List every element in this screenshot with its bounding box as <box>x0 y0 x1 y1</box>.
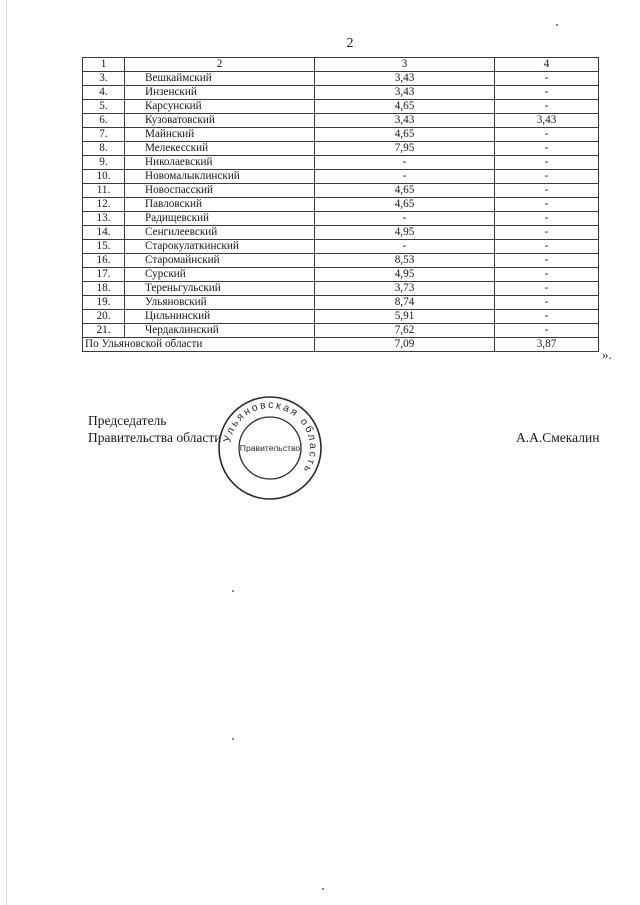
table-row <box>83 296 599 310</box>
table-total-row <box>83 338 599 352</box>
district-name-cell: Чердаклинский <box>125 324 315 338</box>
table-row <box>83 170 599 184</box>
closing-quote-mark: ». <box>602 347 612 362</box>
table-row <box>83 198 599 212</box>
value-column-4-cell: - <box>495 268 599 282</box>
row-number-cell: 11. <box>83 184 125 198</box>
table-row <box>83 86 599 100</box>
value-column-4-cell: - <box>495 170 599 184</box>
page-number: 2 <box>346 36 354 51</box>
district-name-cell: Новоспасский <box>125 184 315 198</box>
row-number-cell: 4. <box>83 86 125 100</box>
table-row <box>83 212 599 226</box>
scan-speck <box>232 738 234 740</box>
value-column-4-cell: - <box>495 212 599 226</box>
value-column-3-cell: 5,91 <box>315 310 495 324</box>
header-cell-2: 2 <box>125 58 315 72</box>
table-header-row <box>83 58 599 72</box>
row-number-cell: 18. <box>83 282 125 296</box>
district-name-cell: Инзенский <box>125 86 315 100</box>
signature-title-line-1: Председатель <box>88 413 167 428</box>
value-column-3-cell: 3,43 <box>315 114 495 128</box>
value-column-4-cell: - <box>495 324 599 338</box>
district-name-cell: Старокулаткинский <box>125 240 315 254</box>
header-cell-1: 1 <box>83 58 125 72</box>
row-number-cell: 16. <box>83 254 125 268</box>
value-column-3-cell: 7,95 <box>315 142 495 156</box>
value-column-4-cell: - <box>495 156 599 170</box>
district-name-cell: Тереньгульский <box>125 282 315 296</box>
value-column-4-cell: - <box>495 296 599 310</box>
district-name-cell: Ульяновский <box>125 296 315 310</box>
value-column-4-cell: - <box>495 198 599 212</box>
district-name-cell: Мелекесский <box>125 142 315 156</box>
stamp-ring-text: Ульяновская область <box>221 398 320 477</box>
district-name-cell: Майнский <box>125 128 315 142</box>
value-column-4-cell: - <box>495 100 599 114</box>
table-row <box>83 324 599 338</box>
district-name-cell: Кузоватовский <box>125 114 315 128</box>
row-number-cell: 20. <box>83 310 125 324</box>
value-column-3-cell: - <box>315 170 495 184</box>
district-name-cell: Сурский <box>125 268 315 282</box>
value-column-3-cell: 4,95 <box>315 268 495 282</box>
table-row <box>83 254 599 268</box>
official-stamp-seal <box>216 394 324 502</box>
scan-edge-line <box>6 0 7 905</box>
row-number-cell: 17. <box>83 268 125 282</box>
district-name-cell: Николаевский <box>125 156 315 170</box>
value-column-3-cell: 3,43 <box>315 72 495 86</box>
value-column-4-cell: - <box>495 226 599 240</box>
stamp-center-text: Правительство <box>239 443 301 453</box>
value-column-3-cell: - <box>315 212 495 226</box>
signature-title <box>88 412 221 446</box>
row-number-cell: 10. <box>83 170 125 184</box>
row-number-cell: 12. <box>83 198 125 212</box>
value-column-4-cell: - <box>495 184 599 198</box>
total-label-cell: По Ульяновской области <box>83 338 315 352</box>
signatory-name: А.А.Смекалин <box>516 430 600 445</box>
row-number-cell: 6. <box>83 114 125 128</box>
scan-speck <box>556 24 558 26</box>
value-column-3-cell: 8,53 <box>315 254 495 268</box>
table-row <box>83 100 599 114</box>
table-row <box>83 72 599 86</box>
value-column-4-cell: - <box>495 142 599 156</box>
district-table-body <box>83 58 599 352</box>
table-row <box>83 226 599 240</box>
value-column-3-cell: 4,65 <box>315 128 495 142</box>
value-column-3-cell: - <box>315 240 495 254</box>
row-number-cell: 5. <box>83 100 125 114</box>
row-number-cell: 21. <box>83 324 125 338</box>
value-column-4-cell: - <box>495 128 599 142</box>
value-column-3-cell: 4,65 <box>315 100 495 114</box>
district-name-cell: Старомайнский <box>125 254 315 268</box>
scan-speck <box>232 590 234 592</box>
value-column-4-cell: - <box>495 86 599 100</box>
table-row <box>83 268 599 282</box>
total-column-4-cell: 3,87 <box>495 338 599 352</box>
table-row <box>83 240 599 254</box>
value-column-3-cell: 3,43 <box>315 86 495 100</box>
value-column-3-cell: 7,62 <box>315 324 495 338</box>
header-cell-3: 3 <box>315 58 495 72</box>
district-name-cell: Сенгилеевский <box>125 226 315 240</box>
table-row <box>83 310 599 324</box>
district-name-cell: Вешкаймский <box>125 72 315 86</box>
district-name-cell: Павловский <box>125 198 315 212</box>
district-table <box>82 57 599 352</box>
value-column-3-cell: 3,73 <box>315 282 495 296</box>
value-column-4-cell: - <box>495 240 599 254</box>
row-number-cell: 15. <box>83 240 125 254</box>
row-number-cell: 7. <box>83 128 125 142</box>
row-number-cell: 8. <box>83 142 125 156</box>
row-number-cell: 14. <box>83 226 125 240</box>
value-column-3-cell: 4,65 <box>315 198 495 212</box>
value-column-3-cell: 4,65 <box>315 184 495 198</box>
district-name-cell: Радищевский <box>125 212 315 226</box>
value-column-4-cell: 3,43 <box>495 114 599 128</box>
table-row <box>83 184 599 198</box>
district-name-cell: Карсунский <box>125 100 315 114</box>
value-column-3-cell: 4,95 <box>315 226 495 240</box>
table-row <box>83 128 599 142</box>
value-column-4-cell: - <box>495 254 599 268</box>
row-number-cell: 9. <box>83 156 125 170</box>
row-number-cell: 19. <box>83 296 125 310</box>
total-column-3-cell: 7,09 <box>315 338 495 352</box>
table-row <box>83 114 599 128</box>
signature-title-line-2: Правительства области <box>88 430 222 445</box>
value-column-4-cell: - <box>495 72 599 86</box>
value-column-3-cell: - <box>315 156 495 170</box>
table-row <box>83 282 599 296</box>
district-name-cell: Цильнинский <box>125 310 315 324</box>
table-row <box>83 142 599 156</box>
scan-speck <box>322 888 324 890</box>
district-name-cell: Новомалыклинский <box>125 170 315 184</box>
value-column-4-cell: - <box>495 282 599 296</box>
value-column-3-cell: 8,74 <box>315 296 495 310</box>
header-cell-4: 4 <box>495 58 599 72</box>
row-number-cell: 13. <box>83 212 125 226</box>
value-column-4-cell: - <box>495 310 599 324</box>
table-row <box>83 156 599 170</box>
row-number-cell: 3. <box>83 72 125 86</box>
